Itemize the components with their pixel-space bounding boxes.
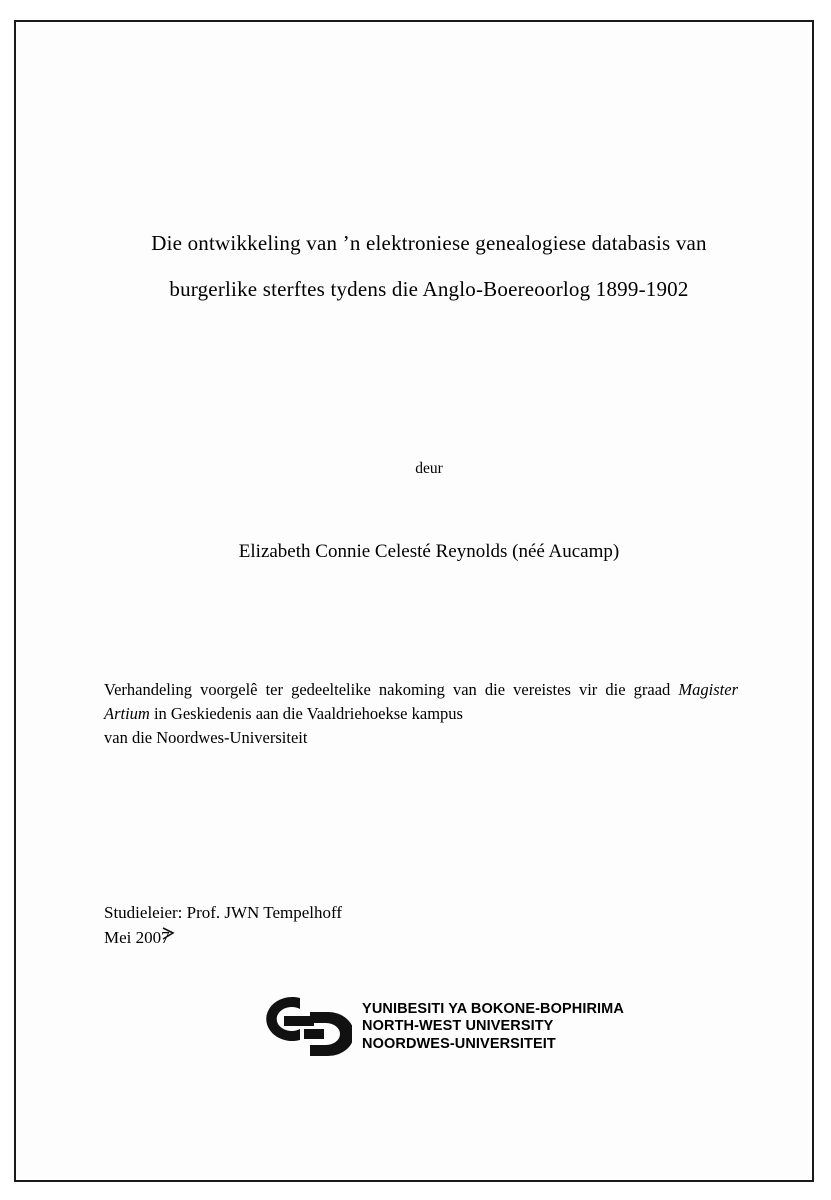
university-logo-text bbox=[362, 1001, 624, 1054]
degree-statement bbox=[104, 678, 738, 750]
supervisor-block bbox=[104, 900, 754, 950]
university-logo bbox=[104, 992, 754, 1062]
degree-statement-part2: in Geskiedenis aan die Vaaldriehoekse kampus bbox=[149, 704, 463, 723]
page-border bbox=[14, 20, 814, 1182]
title-line-2: burgerlike sterftes tydens die Anglo-Boereoorlog 1899-1902 bbox=[169, 277, 689, 301]
byline-label: deur bbox=[415, 460, 443, 477]
date-text: Mei 2007 bbox=[104, 928, 170, 947]
logo-text-line-3: NOORDWES-UNIVERSITEIT bbox=[362, 1035, 556, 1052]
north-west-university-logo-icon bbox=[264, 992, 352, 1062]
title-line-1: Die ontwikkeling van ’n elektroniese genealogiese databasis van bbox=[151, 231, 707, 255]
degree-name-italic: Magister Artium bbox=[104, 680, 738, 723]
supervisor-line: Studieleier: Prof. JWN Tempelhoff bbox=[104, 903, 343, 922]
logo-text-line-1: YUNIBESITI YA BOKONE-BOPHIRIMA bbox=[362, 1000, 624, 1017]
title-page-content bbox=[104, 192, 754, 1132]
date-line bbox=[104, 925, 170, 950]
logo-text-line-2: NORTH-WEST UNIVERSITY bbox=[362, 1018, 554, 1035]
degree-statement-part1: Verhandeling voorgelê ter gedeeltelike nakoming van die vereistes vir die graad bbox=[104, 680, 679, 699]
author-name: Elizabeth Connie Celesté Reynolds (néé Aucamp) bbox=[238, 541, 620, 562]
degree-statement-part3: van die Noordwes-Universiteit bbox=[104, 728, 308, 747]
page-title bbox=[104, 220, 754, 312]
